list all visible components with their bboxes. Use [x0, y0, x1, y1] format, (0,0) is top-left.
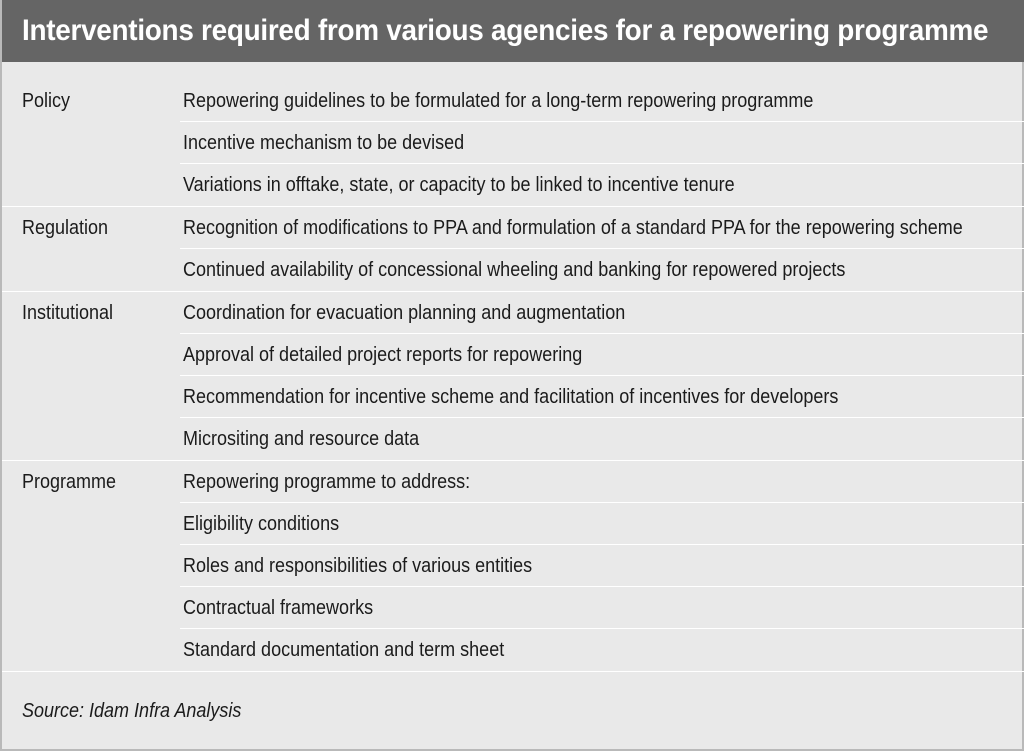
table-row: [180, 207, 1024, 249]
row-text: Micrositing and resource data: [183, 428, 420, 450]
source-note: Source: Idam Infra Analysis: [22, 700, 242, 722]
row-text: Eligibility conditions: [183, 513, 340, 535]
row-text: Coordination for evacuation planning and augmentation: [183, 302, 626, 324]
table-row: [180, 418, 1024, 460]
row-text: Recognition of modifications to PPA and formulation of a standard PPA for the repowering scheme: [183, 217, 963, 239]
row-text: Variations in offtake, state, or capacity to be linked to incentive tenure: [183, 174, 735, 196]
table-row: [180, 587, 1024, 629]
table-row: [180, 164, 1024, 206]
table-row: [180, 122, 1024, 164]
row-text: Recommendation for incentive scheme and facilitation of incentives for developers: [183, 386, 839, 408]
table-row: [180, 503, 1024, 545]
group-programme: [2, 461, 1024, 672]
group-label: Policy: [22, 90, 71, 112]
row-text: Repowering guidelines to be formulated for a long-term repowering programme: [183, 90, 814, 112]
row-text: Roles and responsibilities of various entities: [183, 555, 533, 577]
title-bar: [2, 0, 1024, 62]
table-row: [180, 376, 1024, 418]
table-row: [180, 461, 1024, 503]
row-text: Approval of detailed project reports for repowering: [183, 344, 583, 366]
group-label: Regulation: [22, 217, 109, 239]
group-label: Programme: [22, 471, 117, 493]
row-text: Continued availability of concessional wheeling and banking for repowered projects: [183, 259, 846, 281]
interventions-table: [2, 80, 1024, 672]
group-institutional: [2, 292, 1024, 461]
table-row: [180, 334, 1024, 376]
table-row: [180, 80, 1024, 122]
group-policy: [2, 80, 1024, 207]
table-row: [180, 292, 1024, 334]
group-regulation: [2, 207, 1024, 292]
group-label: Institutional: [22, 302, 114, 324]
row-text: Contractual frameworks: [183, 597, 374, 619]
table-title: Interventions required from various agencies for a repowering programme: [22, 14, 989, 47]
table-row: [180, 629, 1024, 671]
table-row: [180, 545, 1024, 587]
row-text: Incentive mechanism to be devised: [183, 132, 465, 154]
row-text: Repowering programme to address:: [183, 471, 471, 493]
row-text: Standard documentation and term sheet: [183, 639, 505, 661]
table-row: [180, 249, 1024, 291]
